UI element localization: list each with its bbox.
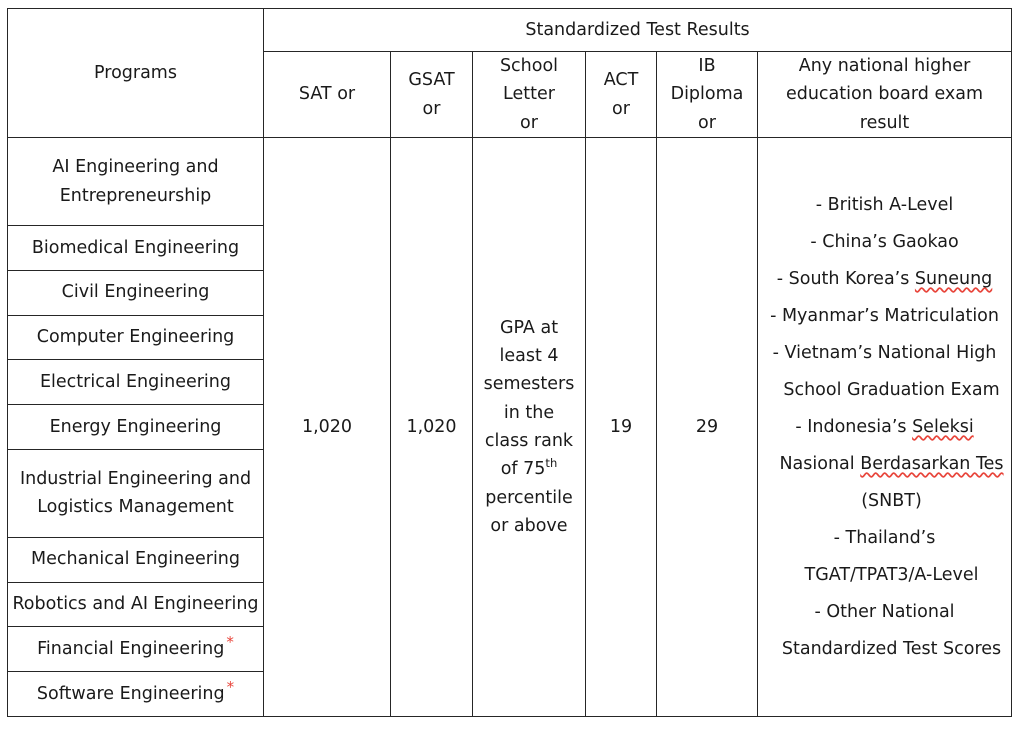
national-exam-text: - Myanmar’s Matriculation: [770, 305, 999, 326]
national-exam-text: TGAT/TPAT3/A-Level: [804, 564, 979, 585]
program-label: Software Engineering: [36, 683, 225, 704]
header-programs: [8, 9, 264, 138]
program-cell-biomedical-engineering: [8, 226, 264, 271]
program-label: Industrial Engineering and Logistics Management: [19, 468, 252, 518]
national-exam-text: - China’s Gaokao: [810, 231, 959, 252]
spellcheck-underlined-text: Seleksi: [912, 416, 974, 437]
header-act: [586, 52, 657, 138]
admissions-requirements-table-wrapper: [7, 8, 1011, 717]
header-sat: [264, 52, 391, 138]
program-label: Electrical Engineering: [40, 371, 231, 392]
list-item: [758, 483, 1011, 520]
header-ib-line3: or: [698, 112, 716, 133]
list-item: [758, 409, 1011, 446]
program-label: Mechanical Engineering: [30, 549, 241, 570]
school-letter-line-6-prefix: of 75: [500, 459, 546, 480]
header-school-letter-line2: Letter: [503, 84, 555, 105]
value-cell-ib-diploma: [657, 138, 758, 717]
national-exam-text: - Thailand’s: [833, 527, 936, 548]
list-item: [758, 557, 1011, 594]
header-gsat: [391, 52, 473, 138]
program-cell-financial-engineering: [8, 627, 264, 672]
program-label: Biomedical Engineering: [31, 237, 240, 258]
header-gsat-line2: or: [422, 98, 441, 119]
value-sat: 1,020: [301, 416, 353, 437]
list-item: [758, 298, 1011, 335]
program-label: Computer Engineering: [36, 327, 235, 348]
list-item: [758, 261, 1011, 298]
header-national-exam: [758, 52, 1012, 138]
national-exam-text: (SNBT): [861, 490, 922, 511]
school-letter-line-8: or above: [490, 516, 568, 537]
program-cell-ai-engineering-and-entrepreneurship: [8, 138, 264, 226]
header-ib-line1: IB: [698, 56, 716, 76]
value-cell-gsat: [391, 138, 473, 717]
list-item: [758, 631, 1011, 668]
header-act-line2: or: [612, 98, 630, 119]
school-letter-line-2: least 4: [499, 345, 559, 366]
national-exam-text: - South Korea’s: [776, 268, 915, 289]
list-item: [758, 335, 1011, 372]
spellcheck-underlined-text: Berdasarkan Tes: [860, 453, 1004, 474]
program-label: Robotics and AI Engineering: [12, 594, 259, 615]
header-school-letter-line1: School: [499, 56, 559, 76]
header-sat-label: SAT or: [298, 84, 356, 105]
list-item: [758, 446, 1011, 483]
program-label: Civil Engineering: [61, 282, 210, 303]
value-cell-act: [586, 138, 657, 717]
value-gsat: 1,020: [406, 416, 457, 437]
header-standardized-test-results: [264, 9, 1012, 52]
spellcheck-underlined-text: Suneung: [914, 268, 993, 289]
school-letter-line-3: semesters: [483, 374, 575, 395]
value-cell-national-exams: [758, 138, 1012, 717]
header-gsat-line1: GSAT: [408, 70, 455, 91]
program-cell-mechanical-engineering: [8, 537, 264, 582]
national-exam-text: - British A-Level: [815, 194, 954, 215]
school-letter-line-7: percentile: [485, 487, 573, 508]
program-cell-electrical-engineering: [8, 360, 264, 405]
program-cell-software-engineering: [8, 672, 264, 717]
national-exam-text: School Graduation Exam: [783, 379, 1000, 400]
school-letter-line-6-ordinal: th: [545, 456, 558, 471]
header-programs-label: Programs: [94, 62, 177, 83]
header-national-line1: Any national higher: [798, 56, 971, 76]
national-exam-list: [758, 187, 1011, 668]
school-letter-line-4: in the: [503, 402, 555, 423]
header-act-line1: ACT: [603, 70, 639, 91]
national-exam-text: Nasional: [779, 453, 861, 474]
header-row-group: [8, 9, 1012, 52]
value-act: 19: [609, 416, 633, 437]
header-school-letter: [473, 52, 586, 138]
program-cell-computer-engineering: [8, 315, 264, 360]
national-exam-text: - Indonesia’s: [795, 416, 913, 437]
program-label: Energy Engineering: [49, 416, 222, 437]
school-letter-line-5: class rank: [484, 431, 574, 452]
program-cell-civil-engineering: [8, 270, 264, 315]
table-header: [8, 9, 1012, 138]
national-exam-text: Standardized Test Scores: [781, 638, 1002, 659]
value-cell-sat: [264, 138, 391, 717]
table-row: [8, 138, 1012, 226]
program-label: Financial Engineering: [37, 638, 225, 659]
value-ib-diploma: 29: [695, 416, 719, 437]
value-cell-school-letter: [473, 138, 586, 717]
list-item: [758, 187, 1011, 224]
header-standardized-test-results-label: Standardized Test Results: [525, 19, 750, 40]
header-national-line2: education board exam: [785, 84, 984, 105]
header-national-line3: result: [859, 112, 910, 133]
list-item: [758, 224, 1011, 261]
list-item: [758, 520, 1011, 557]
school-letter-line-1: GPA at: [499, 317, 559, 338]
header-ib-diploma: [657, 52, 758, 138]
admissions-requirements-table: [7, 8, 1012, 717]
national-exam-text: - Vietnam’s National High: [772, 342, 997, 363]
header-ib-line2: Diploma: [670, 84, 744, 105]
program-label: AI Engineering and Entrepreneurship: [52, 157, 219, 206]
national-exam-text: - Other National: [814, 601, 955, 622]
school-letter-line-6: [473, 455, 585, 483]
asterisk-marker: *: [226, 633, 234, 652]
program-cell-energy-engineering: [8, 405, 264, 450]
asterisk-marker: *: [226, 678, 235, 697]
header-school-letter-line3: or: [520, 112, 538, 133]
list-item: [758, 594, 1011, 631]
program-cell-robotics-and-ai-engineering: [8, 582, 264, 627]
list-item: [758, 372, 1011, 409]
program-cell-industrial-engineering-and-logistics-management: [8, 449, 264, 537]
table-body: [8, 138, 1012, 717]
